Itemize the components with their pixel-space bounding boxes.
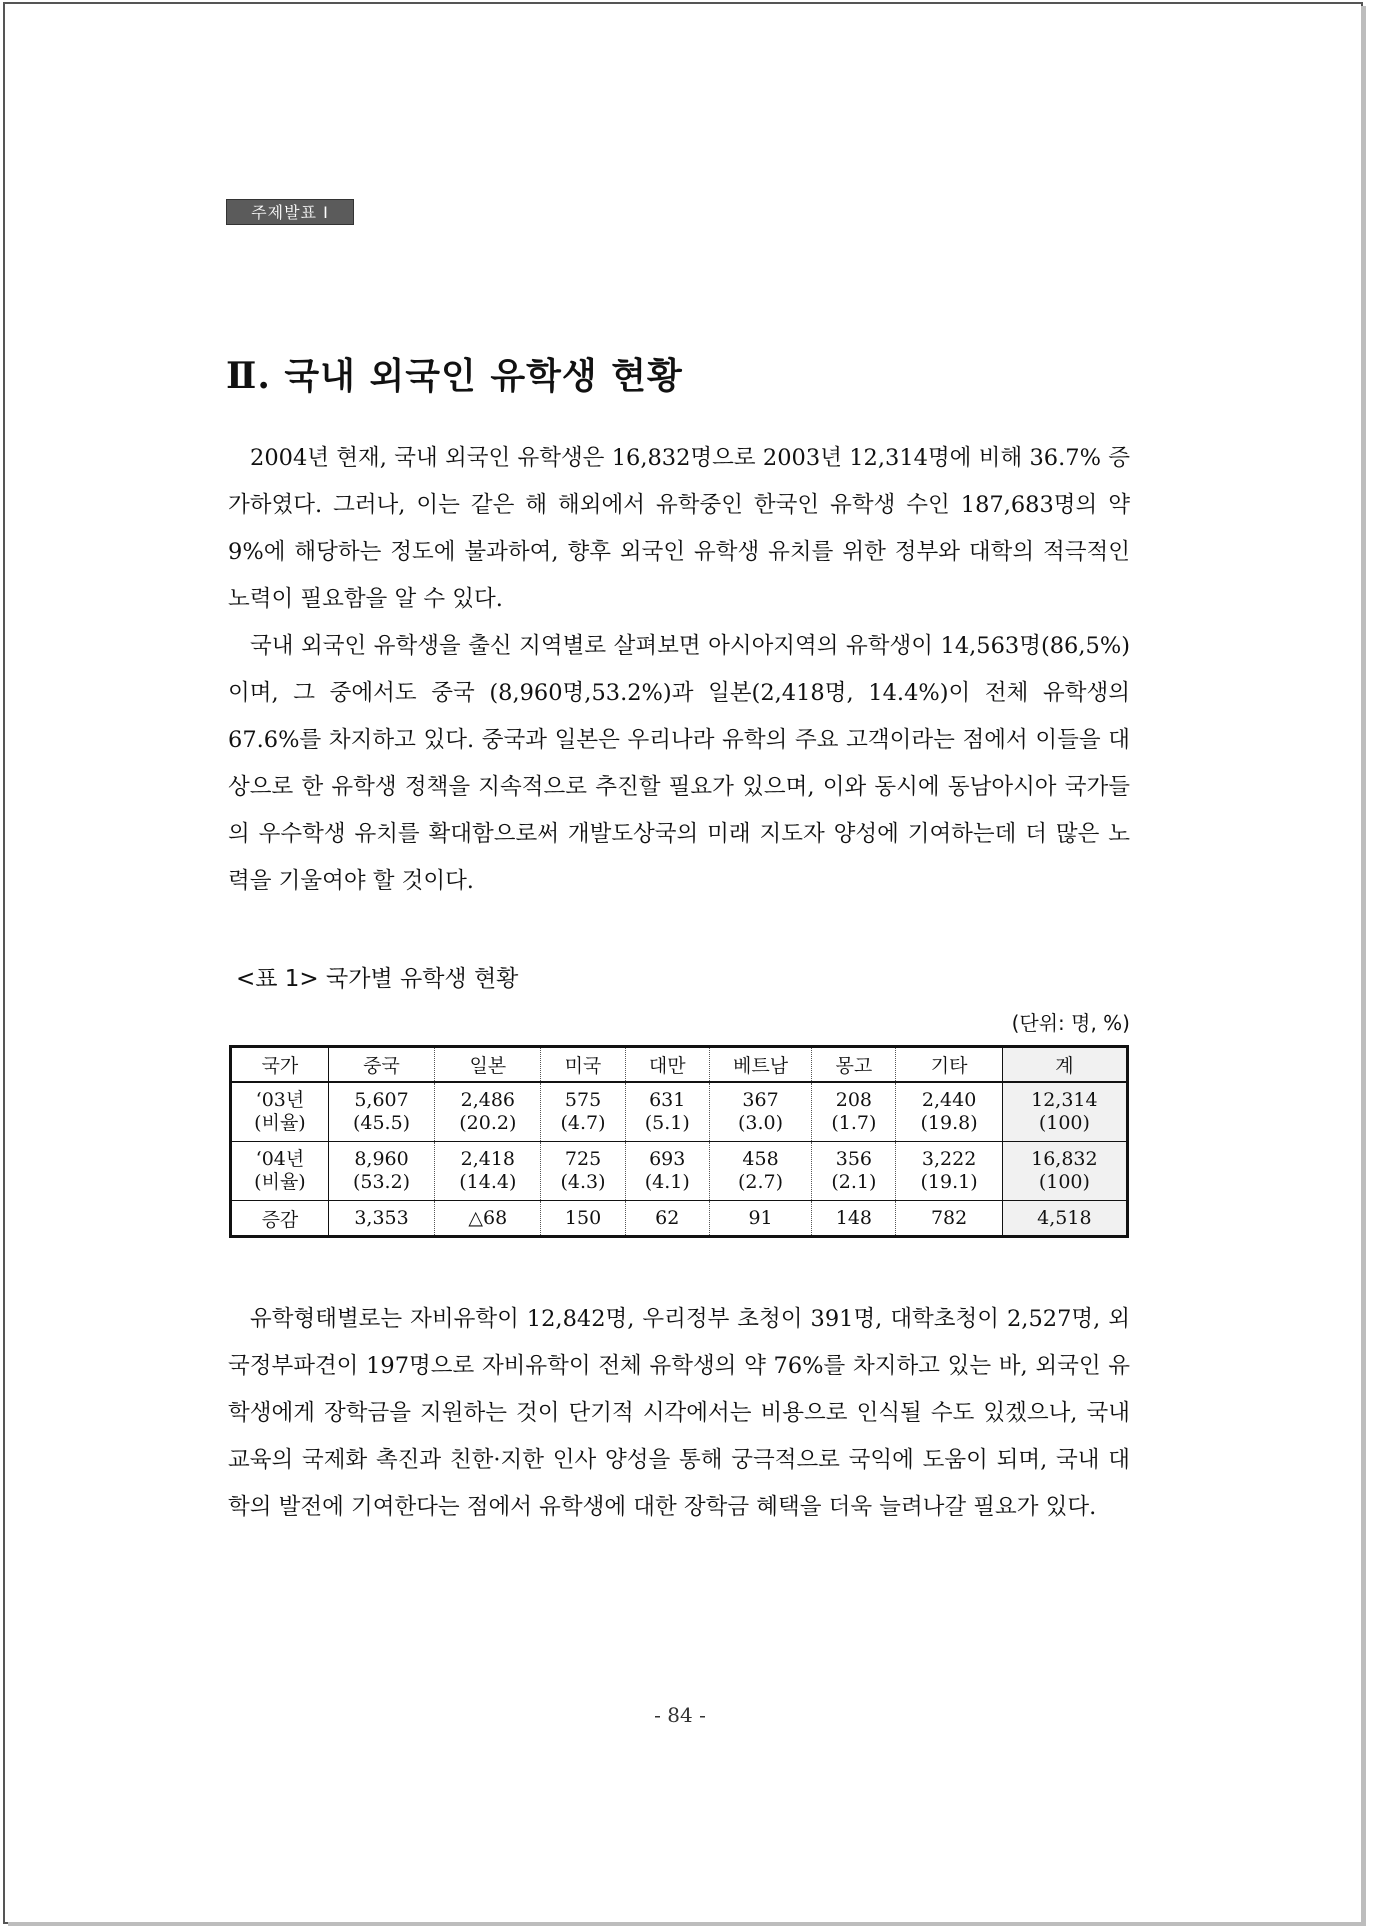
- table-cell: [541, 1142, 625, 1201]
- paragraph-overview: 2004년 현재, 국내 외국인 유학생은 16,832명으로 2003년 12,314명에 비해 36.7% 증가하였다. 그러나, 이는 같은 해 해외에서 유학중인 한국인 유학생 수인 187,683명의 약 9%에 해당하는 정도에 불과하여, 향후 외국인 유학생 유치를 위한 정부와 대학의 적극적인 노력이 필요함을 알 수 있다.: [228, 445, 1130, 612]
- row-label-year: ‘04년: [255, 1148, 305, 1170]
- column-header: 미국: [541, 1047, 625, 1083]
- paragraph-scholarship: 유학형태별로는 자비유학이 12,842명, 우리정부 초청이 391명, 대학초청이 2,527명, 외국정부파견이 197명으로 자비유학이 전체 유학생의 약 76%를 차지하고 있는 바, 외국인 유학생에게 장학금을 지원하는 것이 단기적 시각에서는 비용으로 인식될 수도 있겠으나, 국내 교육의 국제화 촉진과 친한·지한 인사 양성을 통해 궁극적으로 국익에 도움이 되며, 국내 대학의 발전에 기여한다는 점에서 유학생에 대한 장학금 혜택을 더욱 늘려나갈 필요가 있다.: [228, 1306, 1130, 1520]
- column-header: 대만: [625, 1047, 709, 1083]
- row-label-ratio: (비율): [254, 1112, 306, 1134]
- table-row-2003: [231, 1082, 1128, 1142]
- cell-count: 356: [835, 1148, 872, 1170]
- cell-ratio: (5.1): [644, 1112, 690, 1134]
- cell-ratio: (2.7): [738, 1171, 784, 1193]
- row-label-ratio: (비율): [254, 1171, 306, 1193]
- table-cell-total: 4,518: [1002, 1201, 1127, 1237]
- cell-count: 3,222: [921, 1148, 977, 1170]
- cell-count: 16,832: [1031, 1148, 1098, 1170]
- row-label: [231, 1082, 329, 1142]
- section-title: Ⅱ. 국내 외국인 유학생 현황: [226, 355, 683, 397]
- page-number: - 84 -: [654, 1703, 706, 1727]
- cell-count: 725: [564, 1148, 602, 1170]
- table-cell: [625, 1082, 709, 1142]
- row-label: [231, 1142, 329, 1201]
- table-cell: [709, 1082, 811, 1142]
- table-unit-note: (단위: 명, %): [1011, 1011, 1130, 1035]
- cell-count: 2,440: [921, 1089, 977, 1111]
- cell-ratio: (100): [1038, 1171, 1090, 1193]
- cell-ratio: (20.2): [459, 1112, 517, 1134]
- cell-ratio: (2.1): [831, 1171, 877, 1193]
- cell-ratio: (100): [1038, 1112, 1090, 1134]
- table-cell: [435, 1142, 541, 1201]
- table-cell: 91: [709, 1201, 811, 1237]
- table-cell-total: [1002, 1142, 1127, 1201]
- table-cell-total: [1002, 1082, 1127, 1142]
- cell-ratio: (53.2): [352, 1171, 411, 1193]
- column-header: 중국: [328, 1047, 434, 1083]
- cell-count: 8,960: [354, 1148, 409, 1170]
- row-label: 증감: [231, 1201, 329, 1237]
- table-cell: [328, 1142, 434, 1201]
- paragraph-regions: 국내 외국인 유학생을 출신 지역별로 살펴보면 아시아지역의 유학생이 14,563명(86,5%)이며, 그 중에서도 중국 (8,960명,53.2%)과 일본(2,418명, 14.4%)이 전체 유학생의 67.6%를 차지하고 있다. 중국과 일본은 우리나라 유학의 주요 고객이라는 점에서 이들을 대상으로 한 유학생 정책을 지속적으로 추진할 필요가 있으며, 이와 동시에 동남아시아 국가들의 우수학생 유치를 확대함으로써 개발도상국의 미래 지도자 양성에 기여하는데 더 많은 노력을 기울여야 할 것이다.: [228, 633, 1130, 894]
- table-cell: 782: [896, 1201, 1002, 1237]
- column-header: 국가: [231, 1047, 329, 1083]
- cell-ratio: (3.0): [738, 1112, 784, 1134]
- table-cell: 150: [541, 1201, 625, 1237]
- row-label-year: ‘03년: [255, 1089, 305, 1111]
- table-caption: <표 1> 국가별 유학생 현황: [236, 966, 519, 992]
- table-row-2004: [231, 1142, 1128, 1201]
- cell-count: 2,418: [460, 1148, 516, 1170]
- cell-ratio: (4.1): [644, 1171, 690, 1193]
- section-badge: 주제발표 Ⅰ: [226, 199, 354, 225]
- column-header: 일본: [435, 1047, 541, 1083]
- table-cell: 62: [625, 1201, 709, 1237]
- cell-count: 208: [835, 1089, 872, 1111]
- cell-count: 693: [649, 1148, 686, 1170]
- table-row-change: [231, 1201, 1128, 1237]
- table-cell: △68: [435, 1201, 541, 1237]
- column-header: 베트남: [709, 1047, 811, 1083]
- page: [3, 2, 1363, 1924]
- cell-ratio: (19.8): [920, 1112, 978, 1134]
- table-cell: 3,353: [328, 1201, 434, 1237]
- page-shadow-right: [1361, 6, 1366, 1922]
- column-header: 기타: [896, 1047, 1002, 1083]
- cell-ratio: (4.7): [560, 1112, 606, 1134]
- cell-count: 2,486: [460, 1089, 516, 1111]
- cell-count: 575: [564, 1089, 602, 1111]
- cell-count: 367: [742, 1089, 779, 1111]
- cell-count: 458: [742, 1148, 779, 1170]
- table-cell: [896, 1082, 1002, 1142]
- table-header-row: [231, 1047, 1128, 1083]
- table-cell: [435, 1082, 541, 1142]
- cell-ratio: (19.1): [920, 1171, 978, 1193]
- students-by-country-table: [229, 1045, 1129, 1238]
- table-cell: [625, 1142, 709, 1201]
- column-header: 계: [1002, 1047, 1127, 1083]
- table-cell: [896, 1142, 1002, 1201]
- page-shadow-bottom: [8, 1922, 1366, 1926]
- cell-count: 631: [649, 1089, 686, 1111]
- column-header: 몽고: [812, 1047, 896, 1083]
- cell-ratio: (14.4): [459, 1171, 517, 1193]
- table-cell: 148: [812, 1201, 896, 1237]
- cell-ratio: (4.3): [560, 1171, 606, 1193]
- cell-count: 12,314: [1031, 1089, 1098, 1111]
- cell-count: 5,607: [354, 1089, 409, 1111]
- table-cell: [328, 1082, 434, 1142]
- table-cell: [541, 1082, 625, 1142]
- table-cell: [812, 1082, 896, 1142]
- table-cell: [709, 1142, 811, 1201]
- cell-ratio: (45.5): [352, 1112, 411, 1134]
- table-cell: [812, 1142, 896, 1201]
- cell-ratio: (1.7): [831, 1112, 877, 1134]
